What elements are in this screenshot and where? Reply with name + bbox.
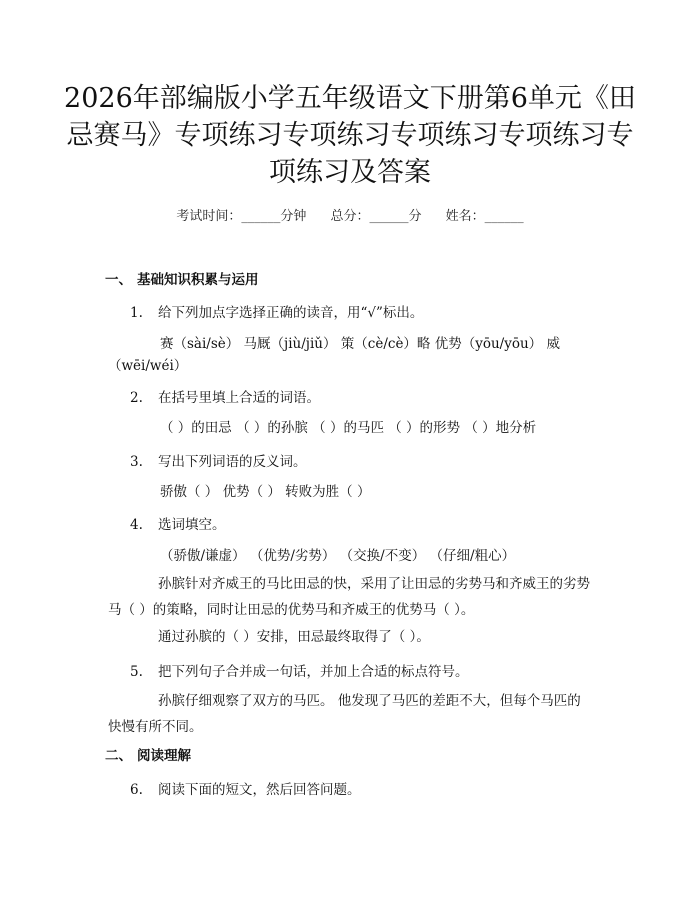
question-2 — [130, 386, 320, 406]
question-4 — [130, 513, 226, 533]
question-number: 2. — [130, 390, 143, 406]
question-1 — [130, 301, 423, 321]
question-text: 选词填空。 — [158, 517, 226, 533]
question-6 — [130, 778, 361, 798]
section-label: 阅读理解 — [137, 748, 191, 764]
question-text: 给下列加点字选择正确的读音，用“√”标出。 — [158, 305, 424, 321]
section-number: 二、 — [105, 748, 132, 764]
section-number: 一、 — [105, 272, 132, 288]
question-number: 5. — [130, 664, 143, 680]
question-number: 3. — [130, 454, 143, 470]
q5-paragraph: 孙膑仔细观察了双方的马匹。 他发现了马匹的差距不大，但每个马匹的快慢有所不同。 — [108, 693, 581, 735]
question-number: 1. — [130, 305, 143, 321]
section-heading — [105, 268, 259, 288]
question-number: 6. — [130, 782, 143, 798]
question-5 — [130, 660, 469, 680]
exam-time: 考试时间：______分钟 — [176, 209, 307, 224]
question-text: 在括号里填上合适的词语。 — [158, 390, 320, 406]
question-text: 阅读下面的短文，然后回答问题。 — [158, 782, 361, 798]
question-text: 写出下列词语的反义词。 — [158, 454, 307, 470]
question-text: 把下列句子合并成一句话，并加上合适的标点符号。 — [158, 664, 469, 680]
q1-pinyin-line-1: 赛（sài/sè） 马厩（jiù/jiǔ） 策（cè/cè）略 优势（yōu/yōu） 威 — [160, 336, 560, 352]
exam-score: 总分：______分 — [330, 209, 422, 224]
section-heading — [105, 744, 191, 764]
q4-word-options: （骄傲/谦虚） （优势/劣势） （交换/不变） （仔细/粗心） — [160, 548, 516, 564]
q4-paragraph-2: 通过孙膑的（ ）安排，田忌最终取得了（ ）。 — [158, 629, 430, 645]
q3-antonym-line: 骄傲（ ） 优势（ ） 转败为胜（ ） — [160, 484, 371, 500]
q4-paragraph-1: 孙膑针对齐威王的马比田忌的快，采用了让田忌的劣势马和齐威王的劣势马（ ）的策略，同时让田忌的优势马和齐威王的优势马（ ）。 — [108, 576, 590, 618]
section-label: 基础知识积累与运用 — [137, 272, 259, 288]
question-3 — [130, 450, 307, 470]
q1-pinyin-line-2: （wēi/wéi） — [108, 358, 188, 374]
q2-fill-line: （ ）的田忌 （ ）的孙膑 （ ）的马匹 （ ）的形势 （ ）地分析 — [160, 420, 537, 436]
question-number: 4. — [130, 517, 143, 533]
exam-name: 姓名：______ — [445, 209, 524, 224]
exam-info — [0, 205, 700, 224]
page-title: 2026年部编版小学五年级语文下册第6单元《田忌赛马》专项练习专项练习专项练习专项练习专项练习及答案 — [64, 83, 636, 188]
